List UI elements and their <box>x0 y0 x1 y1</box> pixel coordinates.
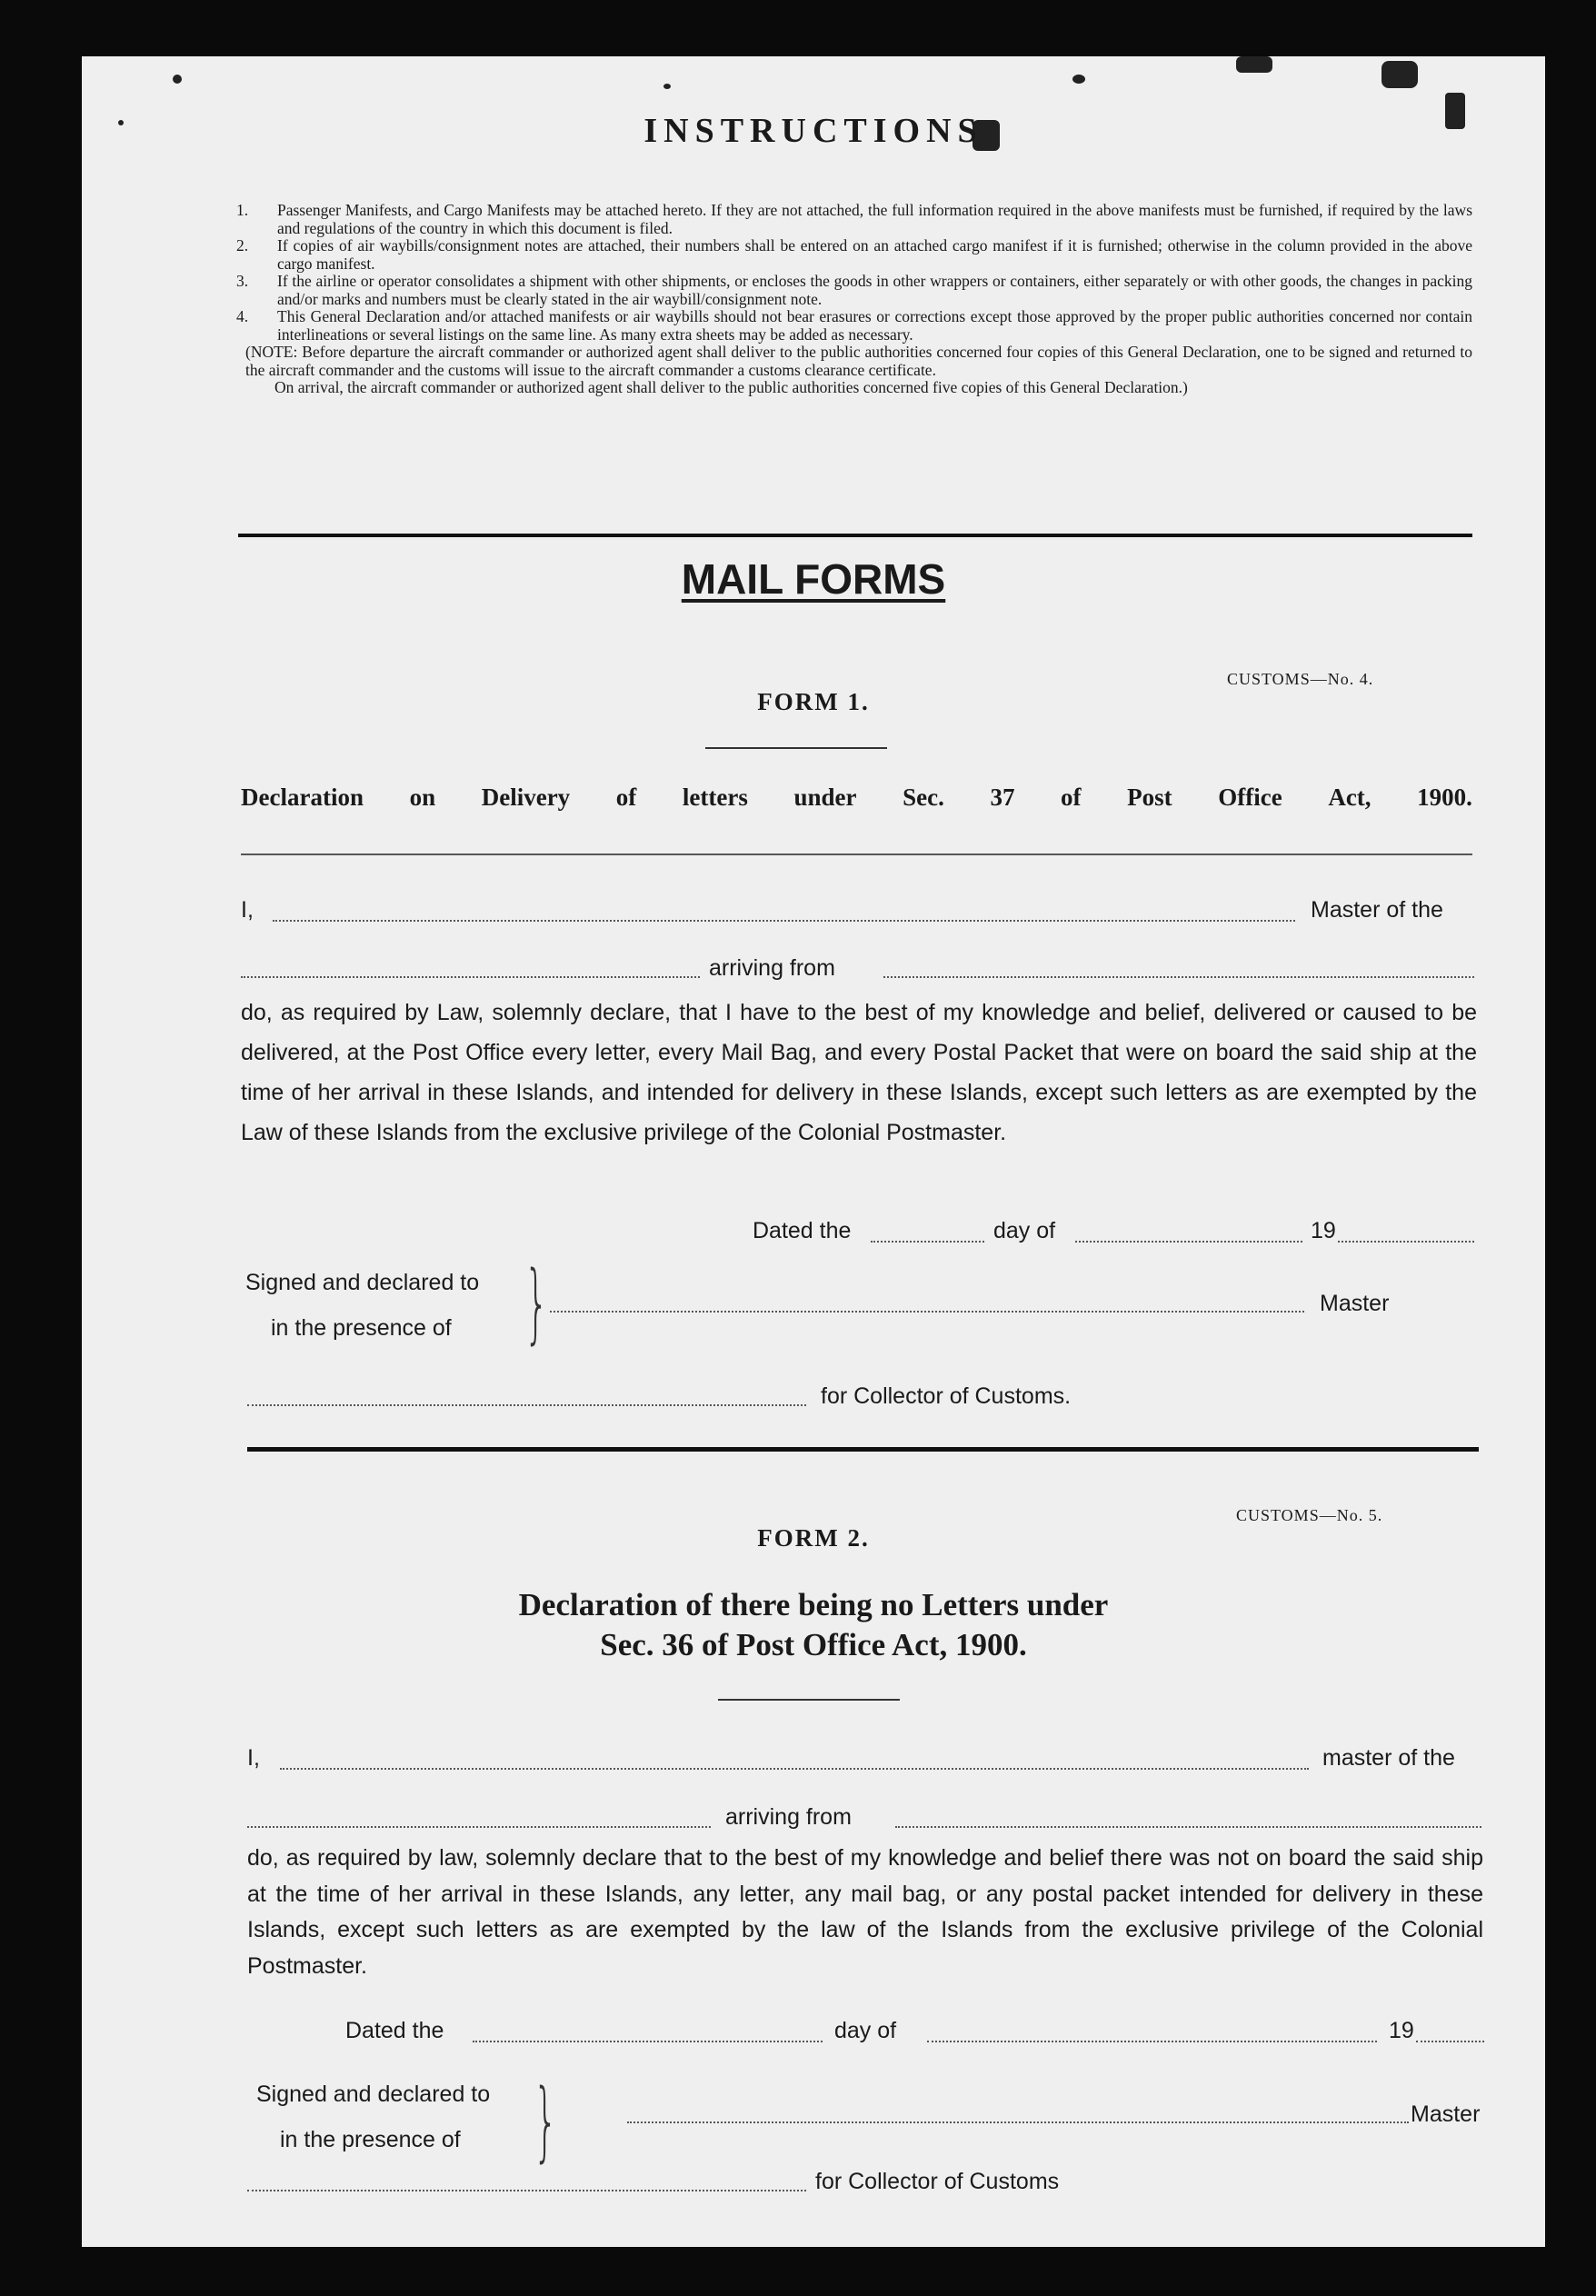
form1-day-field[interactable] <box>871 1241 984 1243</box>
heading-word: Delivery <box>481 784 571 811</box>
form2-i-label: I, <box>247 1745 260 1771</box>
form1-month-field[interactable] <box>1075 1241 1302 1243</box>
form2-signed-line1: Signed and declared to <box>256 2081 491 2107</box>
heading-word: Office <box>1218 784 1282 811</box>
form1-brace: } <box>524 1253 549 1353</box>
instructions-note <box>236 344 1472 397</box>
form1-dated-the: Dated the <box>753 1218 852 1243</box>
heading-word: under <box>793 784 857 811</box>
form2-ship-name-field[interactable] <box>247 1826 711 1828</box>
heading-word: letters <box>682 784 748 811</box>
form1-master-name-field[interactable] <box>273 920 1295 922</box>
form2-dated-the: Dated the <box>345 2018 444 2043</box>
form2-customs-number: CUSTOMS—No. 5. <box>1236 1506 1383 1524</box>
document-page <box>82 56 1545 2247</box>
form1-customs-number: CUSTOMS—No. 4. <box>1227 670 1374 688</box>
heading-word: Declaration <box>241 784 364 811</box>
form2-year-prefix: 19 <box>1389 2018 1414 2043</box>
form1-heading-rule <box>241 854 1472 855</box>
form1-declaration-heading <box>241 784 1472 812</box>
form2-body-text: do, as required by law, solemnly declare that to the best of my knowledge and belief there was not on board the said ship at the time of her arrival in these Islands, any letter, any mail bag, or any postal packet intended for delivery in these Islands, except such letters as are exempted by the law of the Islands from the exclusive privilege of the Colonial Postmaster. <box>247 1845 1483 1979</box>
form2-heading-rule <box>718 1699 900 1701</box>
scan-speck <box>663 84 671 89</box>
heading-word: on <box>409 784 436 811</box>
instruction-text: Passenger Manifests, and Cargo Manifests may be attached hereto. If they are not attached, the full information required in the above manifests must be furnished, if required by the laws and regulations of the country in which this document is filed. <box>277 201 1472 237</box>
scan-speck <box>1236 56 1272 73</box>
heading-word: of <box>615 784 637 811</box>
form2-brace: } <box>533 2071 558 2171</box>
form1-year-prefix: 19 <box>1311 1218 1336 1243</box>
form1-origin-field[interactable] <box>883 976 1474 978</box>
instruction-number: 2. <box>236 236 249 255</box>
form2-month-field[interactable] <box>927 2041 1377 2042</box>
form1-day-of: day of <box>993 1218 1056 1243</box>
scan-speck <box>1072 75 1085 84</box>
scan-speck <box>173 75 182 84</box>
instruction-text: If the airline or operator consolidates a shipment with other shipments, or encloses the goods in other wrappers or containers, either separately or with other goods, the changes in packing and/or marks and numbers must be clearly stated in the air waybill/consignment note. <box>277 272 1472 308</box>
form1-title-rule <box>705 747 887 749</box>
form2-master-label: Master <box>1411 2101 1481 2127</box>
instruction-item <box>236 273 1472 308</box>
form2-day-of: day of <box>834 2018 897 2043</box>
forms-divider <box>247 1447 1479 1452</box>
form2-declaration-heading <box>82 1585 1545 1665</box>
heading-word: Sec. <box>903 784 944 811</box>
instruction-text: If copies of air waybills/consignment notes are attached, their numbers shall be entered on an attached cargo manifest if it is furnished; otherwise in the column provided in the above cargo manifest. <box>277 236 1472 273</box>
mail-forms-title: MAIL FORMS <box>681 555 946 603</box>
form1-master-of-the: Master of the <box>1311 897 1443 923</box>
form1-collector-label: for Collector of Customs. <box>821 1383 1072 1409</box>
instruction-number: 4. <box>236 307 249 325</box>
instruction-item <box>236 237 1472 273</box>
form2-collector-signature-field[interactable] <box>247 2190 806 2191</box>
form2-master-signature-field[interactable] <box>627 2121 1409 2123</box>
instruction-text: This General Declaration and/or attached manifests or air waybills should not bear erasures or corrections except those approved by the proper public authorities concerned nor contain interlineations or several listings on the same line. As many extra sheets may be added as necessary. <box>277 307 1472 344</box>
instruction-item <box>236 308 1472 344</box>
form2-origin-field[interactable] <box>895 1826 1481 1828</box>
form2-heading-line1: Declaration of there being no Letters under <box>518 1587 1109 1622</box>
form2-master-name-field[interactable] <box>280 1768 1309 1770</box>
form2-year-field[interactable] <box>1416 2041 1484 2042</box>
instruction-item <box>236 202 1472 237</box>
form2-arriving-from: arriving from <box>725 1804 852 1830</box>
form1-ship-name-field[interactable] <box>241 976 700 978</box>
scan-speck <box>1382 61 1418 88</box>
instruction-number: 3. <box>236 272 249 290</box>
form1-collector-signature-field[interactable] <box>247 1404 806 1406</box>
section-divider <box>238 534 1472 537</box>
form1-i-label: I, <box>241 897 254 923</box>
form1-signed-line2: in the presence of <box>271 1315 452 1341</box>
instructions-list <box>236 202 1472 397</box>
form1-signed-line1: Signed and declared to <box>245 1270 480 1295</box>
form2-signed-line2: in the presence of <box>280 2127 461 2152</box>
form1-year-field[interactable] <box>1338 1241 1474 1243</box>
heading-word: Act, <box>1328 784 1372 811</box>
form2-day-field[interactable] <box>473 2041 823 2042</box>
form1-master-signature-field[interactable] <box>550 1311 1304 1313</box>
form2-title: FORM 2. <box>757 1524 870 1552</box>
form2-master-of-the: master of the <box>1322 1745 1455 1771</box>
form1-master-label: Master <box>1320 1291 1390 1316</box>
heading-word: 37 <box>990 784 1015 811</box>
heading-word: 1900. <box>1417 784 1472 811</box>
form2-collector-label: for Collector of Customs <box>815 2169 1060 2194</box>
heading-word: Post <box>1127 784 1172 811</box>
instructions-title: INSTRUCTIONS <box>643 112 983 150</box>
form2-heading-line2: Sec. 36 of Post Office Act, 1900. <box>600 1627 1027 1662</box>
note-departure: (NOTE: Before departure the aircraft commander or authorized agent shall deliver to the public authorities concerned four copies of this General Declaration, one to be signed and returned to the aircraft commander and the customs will issue to the aircraft commander a customs clearance certificate. <box>245 343 1472 379</box>
form1-title: FORM 1. <box>757 688 870 715</box>
heading-word: of <box>1061 784 1082 811</box>
note-arrival: On arrival, the aircraft commander or authorized agent shall deliver to the public authorities concerned five copies of this General Declaration.) <box>274 378 1188 396</box>
form1-body-text: do, as required by Law, solemnly declare, that I have to the best of my knowledge and belief, delivered or caused to be delivered, at the Post Office every letter, every Mail Bag, and every Postal Packet that were on board the said ship at the time of her arrival in these Islands, and intended for delivery in these Islands, except such letters as are exempted by the Law of these Islands from the exclusive privilege of the Colonial Postmaster. <box>241 1000 1477 1145</box>
form1-arriving-from: arriving from <box>709 955 835 981</box>
instruction-number: 1. <box>236 201 249 219</box>
